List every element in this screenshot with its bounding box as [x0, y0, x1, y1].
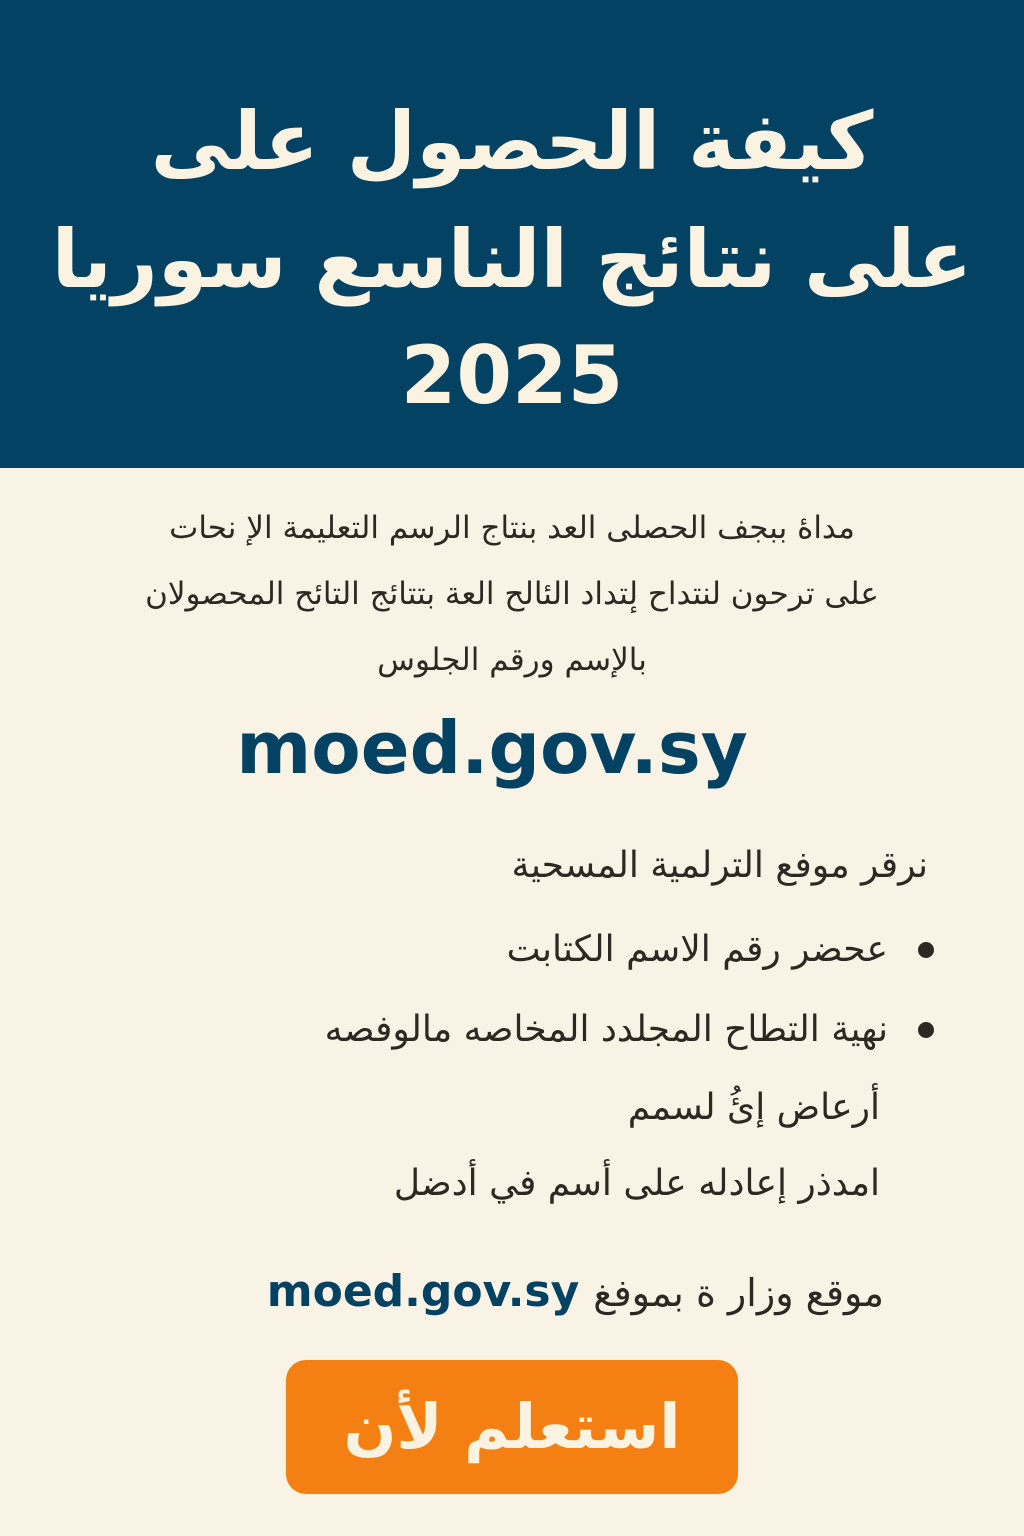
bullet-icon [918, 942, 934, 958]
intro-text-line-2: على ترحون لنتداح لٕتداد الئالح العة بتتائج التائح المحصولان [145, 576, 879, 612]
page-title-line-2: على نتائج الناسع سوريا [51, 213, 973, 306]
bullet-icon [918, 1022, 934, 1038]
page-title-line-1: كيفة الحصول على [150, 95, 874, 188]
intro-text-line-3: بالإسم ورقم الجلوس [377, 642, 647, 678]
intro-text-line-1: مداهٔ ببجف الحصلى العد بنتاج الرسم التعليمة الإ نحات [169, 510, 855, 546]
list-item-text: عحضر رقم الاسم الكتابت [506, 929, 888, 970]
footer-line [267, 1262, 884, 1323]
footer-website-link[interactable]: moed.gov.sy [266, 1266, 580, 1317]
title-banner [0, 0, 1024, 468]
list-item [325, 1004, 934, 1056]
steps-heading: نرقر موفع الترلمية المسحية [511, 845, 928, 886]
footer-text: موقع وزار ة بموفغ [593, 1271, 884, 1315]
step-subtext-2: امدذر إعادله على أسم في أدضل [393, 1163, 880, 1204]
step-subtext-1: أرعاض إئُ لسمم [627, 1087, 880, 1128]
website-link[interactable]: moed.gov.sy [236, 706, 748, 790]
page-title-year: 2025 [400, 329, 624, 422]
list-item-text: نهية التطاح المجلدد المخاصه مالوفصه [324, 1009, 888, 1050]
inquire-now-button[interactable]: استعلم لأن [286, 1360, 738, 1494]
list-item [507, 924, 934, 976]
